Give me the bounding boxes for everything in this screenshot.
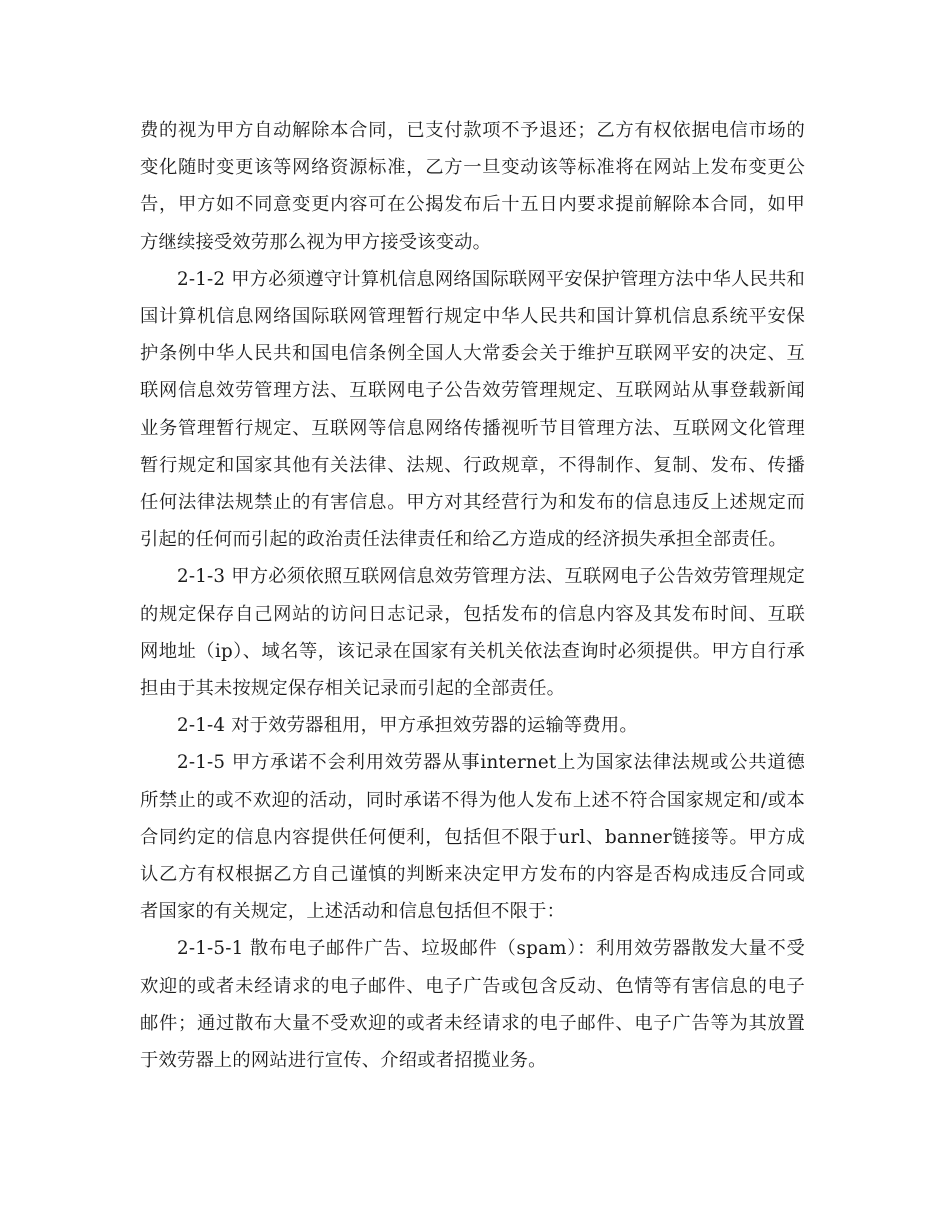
paragraph-continuation: 费的视为甲方自动解除本合同，已支付款项不予退还；乙方有权依据电信市场的变化随时变更该等网络资源标准，乙方一旦变动该等标准将在网站上发布变更公告，甲方如不同意变更内容可在公揭发布后十五日内要求提前解除本合同，如甲方继续接受效劳那么视为甲方接受该变动。 <box>140 120 805 253</box>
paragraph-2-1-5-1: 2-1-5-1 散布电子邮件广告、垃圾邮件（spam）：利用效劳器散发大量不受欢迎的或者未经请求的电子邮件、电子广告或包含反动、色情等有害信息的电子邮件；通过散布大量不受欢迎的或者未经请求的电子邮件、电子广告等为其放置于效劳器上的网站进行宣传、介绍或者招揽业务。 <box>140 938 805 1072</box>
paragraph-2-1-3: 2-1-3 甲方必须依照互联网信息效劳管理方法、互联网电子公告效劳管理规定的规定保存自己网站的访问日志记录，包括发布的信息内容及其发布时间、互联网地址（ip）、域名等，该记录在国家有关机关依法查询时必须提供。甲方自行承担由于其未按规定保存相关记录而引起的全部责任。 <box>140 566 805 700</box>
paragraph-2-1-2: 2-1-2 甲方必须遵守计算机信息网络国际联网平安保护管理方法中华人民共和国计算机信息网络国际联网管理暂行规定中华人民共和国计算机信息系统平安保护条例中华人民共和国电信条例全国人大常委会关于维护互联网平安的决定、互联网信息效劳管理方法、互联网电子公告效劳管理规定、互联网站从事登载新闻业务管理暂行规定、互联网等信息网络传播视听节目管理方法、互联网文化管理暂行规定和国家其他有关法律、法规、行政规章，不得制作、复制、发布、传播任何法律法规禁止的有害信息。甲方对其经营行为和发布的信息违反上述规定而引起的任何而引起的政治责任法律责任和给乙方造成的经济损失承担全部责任。 <box>140 268 805 551</box>
paragraph-2-1-4: 2-1-4 对于效劳器租用，甲方承担效劳器的运输等费用。 <box>177 715 638 737</box>
paragraph-2-1-5: 2-1-5 甲方承诺不会利用效劳器从事internet上为国家法律法规或公共道德所禁止的或不欢迎的活动，同时承诺不得为他人发布上述不符合国家规定和/或本合同约定的信息内容提供任何便利，包括但不限于url、banner链接等。甲方成认乙方有权根据乙方自己谨慎的判断来决定甲方发布的内容是否构成违反合同或者国家的有关规定，上述活动和信息包括但不限于： <box>140 752 805 923</box>
document-body <box>140 112 805 1079</box>
